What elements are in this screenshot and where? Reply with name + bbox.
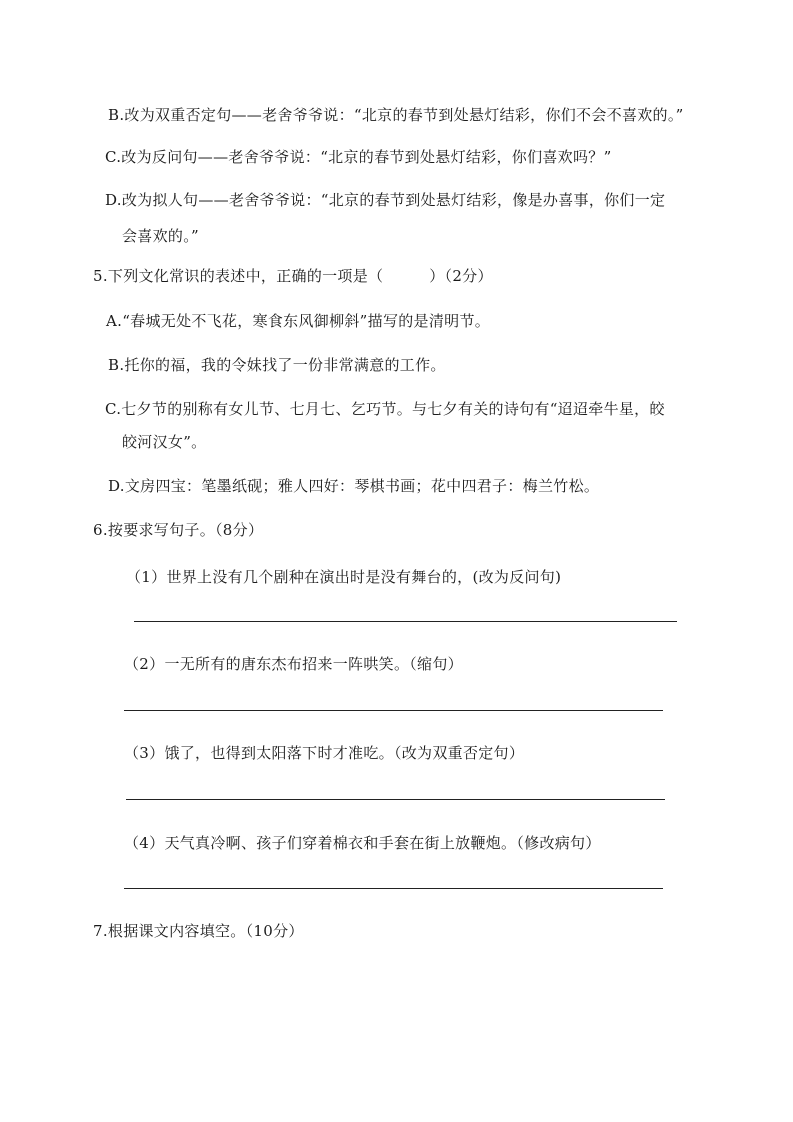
q5-option-d: D.文房四宝：笔墨纸砚；雅人四好：琴棋书画；花中四君子：梅兰竹松。 [108,477,600,495]
q5-option-c-line1: C.七夕节的别称有女儿节、七月七、乞巧节。与七夕有关的诗句有“迢迢牵牛星，皎 [105,400,665,418]
q4-option-d-line2: 会喜欢的。” [122,227,199,245]
answer-line-1[interactable] [134,621,677,622]
q6-item-4: （4）天气真冷啊、孩子们穿着棉衣和手套在街上放鞭炮。（修改病句） [124,834,601,852]
q5-option-b: B.托你的福，我的令妹找了一份非常满意的工作。 [108,356,446,374]
q5-option-a: A.“春城无处不飞花，寒食东风御柳斜”描写的是清明节。 [106,312,491,330]
answer-line-3[interactable] [126,799,665,800]
q4-option-b: B.改为双重否定句——老舍爷爷说：“北京的春节到处悬灯结彩，你们不会不喜欢的。” [108,106,684,124]
q6-title: 6.按要求写句子。（8分） [93,521,264,539]
q5-option-c-line2: 皎河汉女”。 [122,433,207,451]
q6-item-3: （3）饿了，也得到太阳落下时才准吃。（改为双重否定句） [124,744,525,762]
q4-option-d-line1: D.改为拟人句——老舍爷爷说：“北京的春节到处悬灯结彩，像是办喜事，你们一定 [105,191,666,209]
q5-title: 5.下列文化常识的表述中，正确的一项是（ ）（2分） [93,267,493,285]
answer-line-4[interactable] [124,888,663,889]
answer-line-2[interactable] [124,710,663,711]
q7-title: 7.根据课文内容填空。（10分） [93,922,304,940]
q4-option-c: C.改为反问句——老舍爷爷说：“北京的春节到处悬灯结彩，你们喜欢吗？” [105,148,612,166]
q6-item-1: （1）世界上没有几个剧种在演出时是没有舞台的，(改为反问句) [126,568,562,586]
q6-item-2: （2）一无所有的唐东杰布招来一阵哄笑。（缩句） [124,655,463,673]
